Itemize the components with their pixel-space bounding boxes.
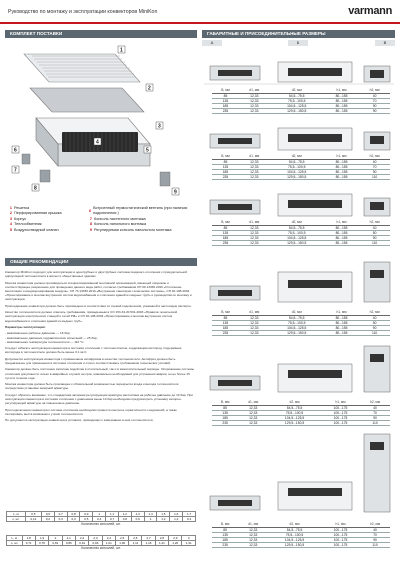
table-row: 135 12,33 75,5...100,5 80...155 70 [212, 98, 390, 103]
table-row: n, шт 0,12 0,2 0,3 0,3 0,5 0,4 0,7 0,8 0,9 1 1,2 1,2 0,4 [7, 517, 196, 522]
dims-table-2 [212, 154, 390, 180]
callout-4: 4 [96, 139, 99, 146]
table-row: 85 12,33 54,5...75,5 80...155 40 [212, 225, 390, 230]
legend-item: 7 Консоль настенного монтажа [89, 216, 146, 221]
legend-item: 8 Консоль напольного монтажа [89, 222, 147, 227]
section-general-title: ОБЩИЕ РЕКОМЕНДАЦИИ [5, 258, 197, 266]
callout-3: 3 [158, 123, 161, 130]
legend-item: 3 Корпус [9, 216, 27, 221]
table-row: 135 12,33 75,5...100,5 100...175 70 [212, 410, 390, 415]
wall-bracket-part [22, 154, 30, 164]
grille-part [24, 54, 140, 82]
params-title: Параметры эксплуатации: [5, 324, 46, 329]
table-row: 85 12,33 54,5...75,5 100...175 40 [212, 527, 390, 532]
legend-item: 4 Теплообменник [9, 222, 42, 227]
callout-9: 9 [174, 189, 177, 196]
legend-item: 2 Перфорированная крышка [9, 211, 62, 216]
table-row: 135 12,33 75,5...100,5 80...155 50 [212, 320, 390, 325]
table-row: 185 12,33 104,5...125,5 80...155 90 [212, 235, 390, 240]
section-kit-title: КОМПЛЕКТ ПОСТАВКИ [5, 30, 197, 38]
table-header-row: В, мм d1, мм d2, мм h1, мм h2, мм [212, 522, 390, 527]
table-header-row: В, мм d1, мм d2, мм h1, мм h2, мм [212, 154, 390, 159]
legend-item: 1 Решетка [9, 206, 30, 210]
adjustable-bracket-part [160, 172, 170, 186]
dims-table-4 [212, 310, 390, 336]
callout-2: 2 [148, 85, 151, 92]
page-title: Руководство по монтажу и эксплуатации конвекторов MiniKon [8, 9, 158, 15]
dims-drawing-1 [204, 48, 394, 88]
dims-table-3 [212, 220, 390, 246]
callout-1: 1 [120, 47, 123, 54]
table-header-row: В, мм d1, мм d2, мм h1, мм h2, мм [212, 400, 390, 405]
legend-left [6, 206, 84, 233]
column-letters [202, 40, 395, 46]
table-row: 85 12,33 54,5...75,5 80...155 40 [212, 159, 390, 164]
legend-right [86, 206, 196, 233]
brand-logo: varmann [348, 5, 392, 17]
table-row: 185 12,33 104,5...125,5 80...155 90 [212, 103, 390, 108]
dims-drawing-4 [204, 252, 394, 310]
table-row: 185 12,33 104,5...125,5 100...175 90 [212, 537, 390, 542]
table-row: 235 12,33 129,5...150,5 100...175 110 [212, 542, 390, 547]
table-row: L, м 0,5 0,6 0,7 0,8 0,9 1 1,1 1,2 1,3 1,4 1,5 1,6 1,7 [7, 512, 196, 517]
bracket-count-table-2 [6, 535, 196, 546]
general-recommendations-text: Конвектор MiniKon подходит для эксплуатации в однотрубных и двухтрубных системах водяного отопления с принудительной циркуляцией теплоносителя в жилых и общественных зданиях. Монтаж конвектора должен производиться специализированной монтажной организацией, имеющей лицензию и соответствующее разрешение для проведения данного вида работ, согласно требованиям СП 60.13330.2016 «Отопление, вентиляция и кондиционирование воздуха», СП 73.13330.2016 «Внутренние санитарно-технические системы», СП 40-108-2004 «Проектирование и монтаж внутренних систем водоснабжения и отопления зданий из медных труб» и руководства по монтажу и эксплуатации. Присоединение конвектора должно быть произведено в соответствии со схемой подключения, указанной в настоящем паспорте. Качество теплоносителя должно отвечать требованиям, приведенным в СО 153-34.20.501-2003 «Правила технической эксплуатации электрических станций и сетей РФ» и СП 40-108-2004 «Проектирование и монтаж внутренних систем водоснабжения и отопления зданий из медных труб». Параметры эксплуатации: - максимальное рабочее давление — 16 бар; - максимальное давление гидравлических испытаний — 25 бар; - максимальная температура теплоносителя — 110 °С. Следует избегать эксплуатации конвектора в системах отопления с теплоносителем, содержащим кислород. Содержание кислорода в теплоносителе должно быть менее 0,1 мг/л. Допускается эксплуатация конвектора с применением антифризов в качестве теплоносителя. Антифриз должен быть предназначен для применения в системах отопления и строго соответствовать требованиям технических условий. Конвектор должен быть постоянно заполнен водой как в отопительный, так и в межотопительный периоды. Опорожнение системы отопления допускается только в аварийных случаях на срок, минимально необходимый для устранения аварии, но не более 15 суток в течение года. Монтаж конвектора должен быть произведен с обязательной возможностью перекрытия входа и выхода теплоносителя посредством установки запорной арматуры. Следует обратить внимание, что стандартная запорная регулирующая арматура рассчитана на рабочее давление до 10 бар. При эксплуатации конвектора в системах отопления с давлением выше 10 бар необходимо предусмотреть установку запорно-регулирующей арматуры на повышенное давление. При подключении конвектора к системе отопления необходимо провести контроль герметичности соединений, а также изолировать места возможного утечки теплоносителя. Не допускается эксплуатация конвектора в условиях, приводящих к замерзанию в нем теплоносителя. [5, 270, 194, 423]
dims-table-1 [212, 88, 390, 114]
table-caption: Количество консолей, шт. [81, 522, 121, 526]
table-header-row: В, мм d1, мм d2, мм h1, мм h2, мм [212, 310, 390, 315]
dims-table-5 [212, 400, 390, 426]
legend-item: 9 Регулируемая консоль напольного монтажа [89, 227, 172, 232]
table-row: 235 12,33 129,5...150,5 100...175 110 [212, 420, 390, 425]
dims-drawing-5 [204, 340, 394, 400]
column-letter-b: Б [288, 40, 308, 46]
table-row: L, м 1,8 1,9 2 2,1 2,2 2,3 2,4 2,5 2,6 2,7 2,8 2,9 3 [7, 536, 196, 541]
dims-drawing-2 [204, 118, 394, 154]
callout-5: 5 [146, 147, 149, 154]
table-row: 235 12,33 129,5...150,5 80...155 90 [212, 108, 390, 113]
table-row: 235 12,33 129,5...150,5 80...155 110 [212, 174, 390, 179]
table-row: 235 12,33 129,5...150,5 80...155 110 [212, 330, 390, 335]
header-divider [0, 22, 400, 24]
table-header-row: В, мм d1, мм d2, мм h1, мм h2, мм [212, 88, 390, 93]
floor-bracket-part [40, 170, 50, 182]
table-caption: Количество консолей, шт. [81, 546, 121, 550]
table-header-row: В, мм d1, мм d2, мм h1, мм h2, мм [212, 220, 390, 225]
table-row: 185 12,33 104,5...125,5 80...155 90 [212, 325, 390, 330]
table-row: 85 12,33 54,5...75,5 80...155 40 [212, 93, 390, 98]
column-letter-a: А [202, 40, 222, 46]
table-row: 135 12,33 75,5...100,5 80...155 70 [212, 164, 390, 169]
callout-6: 6 [14, 147, 17, 154]
table-row: 85 12,33 54,5...75,5 100...175 40 [212, 405, 390, 410]
bracket-count-table-1 [6, 511, 196, 522]
dims-drawing-6 [204, 430, 394, 522]
page-header [0, 0, 400, 22]
perforated-lid-part [30, 88, 144, 112]
dims-table-6 [212, 522, 390, 548]
callout-7: 7 [14, 167, 17, 174]
section-dims-title: ГАБАРИТНЫЕ И ПРИСОЕДИНИТЕЛЬНЫЕ РАЗМЕРЫ [202, 30, 395, 38]
table-row: n, шт 0,71 0,76 0,81 0,86 0,91 0,96 1,01 1,06 1,11 1,16 1,21 1,26 1,31 [7, 541, 196, 546]
convector-exploded-drawing [10, 42, 195, 202]
table-row: 85 12,33 54,5...75,5 80...155 40 [212, 315, 390, 320]
legend-item: 5 Воздухоотводный клапан [9, 227, 59, 232]
table-row: 235 12,33 129,5...150,5 80...155 110 [212, 240, 390, 245]
table-row: 185 12,33 104,5...125,5 100...175 90 [212, 415, 390, 420]
dims-drawing-3 [204, 184, 394, 220]
table-row: 185 12,33 104,5...125,5 80...155 90 [212, 169, 390, 174]
callout-8: 8 [34, 185, 37, 192]
legend-item: 6 Встроенный термостатический вентиль (при наличии подключения ) [88, 206, 188, 216]
column-letter-v: В [375, 40, 395, 46]
table-row: 135 12,33 75,5...100,5 100...175 70 [212, 532, 390, 537]
table-row: 135 12,33 75,5...100,5 80...155 50 [212, 230, 390, 235]
